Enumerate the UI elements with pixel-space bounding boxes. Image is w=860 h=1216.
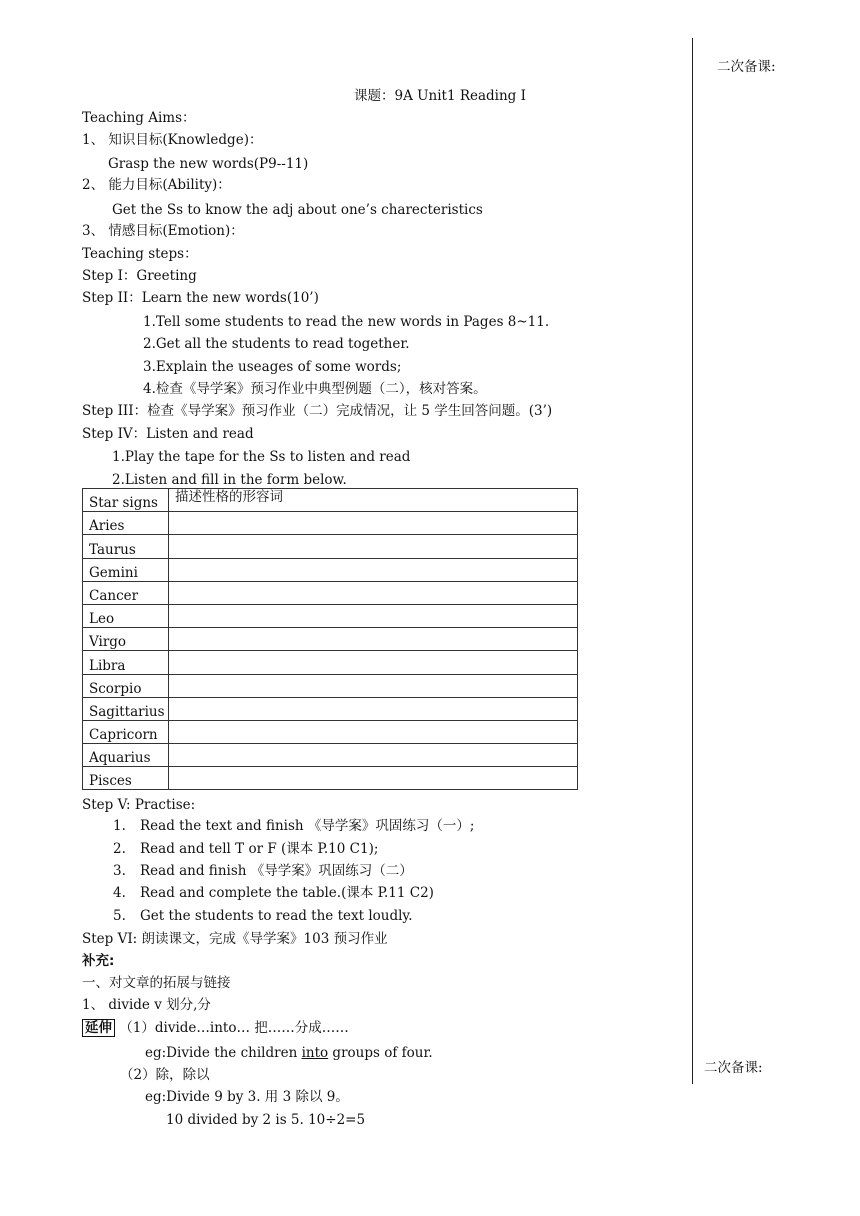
table-cell-blank <box>169 697 578 720</box>
table-cell-sign: Taurus <box>83 535 169 558</box>
table-cell-blank <box>169 604 578 627</box>
table-cell-sign: Leo <box>83 604 169 627</box>
table-header-row <box>83 489 578 512</box>
step-2-item: 3.Explain the useages of some words; <box>143 359 402 375</box>
table-row <box>83 767 578 790</box>
step-5-item-number: 2. <box>113 841 126 857</box>
table-cell-blank <box>169 651 578 674</box>
step-5-item-text: Read the text and finish 《导学案》巩固练习（一）; <box>140 818 475 834</box>
step-2-item: 4.检查《导学案》预习作业中典型例题（二），核对答案。 <box>143 381 487 397</box>
table-row <box>83 651 578 674</box>
step-2: Step II：Learn the new words(10’) <box>82 290 319 306</box>
table-cell-sign: Gemini <box>83 558 169 581</box>
table-cell-blank <box>169 628 578 651</box>
table-header-cell: Star signs <box>83 489 169 512</box>
example-1-pre: eg:Divide the children <box>145 1045 302 1061</box>
aim-1: 1、 知识目标(Knowledge)： <box>82 132 263 148</box>
aim-2-detail: Get the Ss to know the adj about one’s charecteristics <box>112 202 483 218</box>
page-title: 课题：9A Unit1 Reading I <box>354 88 526 104</box>
table-cell-blank <box>169 674 578 697</box>
table-cell-sign: Cancer <box>83 581 169 604</box>
table-row <box>83 558 578 581</box>
step-1: Step I：Greeting <box>82 268 197 284</box>
step-5: Step V: Practise: <box>82 797 196 813</box>
table-cell-sign: Sagittarius <box>83 697 169 720</box>
step-5-item-number: 3. <box>113 863 126 879</box>
table-cell-blank <box>169 744 578 767</box>
step-5-item-text: Read and complete the table.(课本 P.11 C2) <box>140 885 434 901</box>
table-cell-sign: Scorpio <box>83 674 169 697</box>
table-cell-blank <box>169 535 578 558</box>
table-row <box>83 674 578 697</box>
table-row <box>83 697 578 720</box>
side-note-bottom: 二次备课: <box>704 1060 763 1076</box>
table-cell-sign: Virgo <box>83 628 169 651</box>
step-5-item-number: 4. <box>113 885 126 901</box>
table-row <box>83 628 578 651</box>
step-3: Step III：检查《导学案》预习作业（二）完成情况，让 5 学生回答问题。(3’) <box>82 403 553 419</box>
table-cell-blank <box>169 558 578 581</box>
teaching-aims-heading: Teaching Aims： <box>82 110 196 126</box>
side-note-top: 二次备课: <box>717 59 776 75</box>
table-header-cell: 描述性格的形容词 <box>169 489 578 512</box>
step-4-item: 2.Listen and fill in the form below. <box>112 472 347 488</box>
table-cell-sign: Libra <box>83 651 169 674</box>
table-row <box>83 720 578 743</box>
step-2-item: 1.Tell some students to read the new words in Pages 8~11. <box>143 314 550 330</box>
example-3: 10 divided by 2 is 5. 10÷2=5 <box>166 1112 366 1128</box>
aim-1-detail: Grasp the new words(P9--11) <box>108 156 309 172</box>
step-5-item-text: Get the students to read the text loudly. <box>140 908 413 924</box>
aim-2: 2、 能力目标(Ability)： <box>82 177 231 193</box>
table-row <box>83 535 578 558</box>
table-cell-blank <box>169 581 578 604</box>
table-cell-sign: Pisces <box>83 767 169 790</box>
step-4: Step IV：Listen and read <box>82 426 254 442</box>
step-5-item-number: 1. <box>113 818 126 834</box>
example-1 <box>145 1044 433 1062</box>
usage-2: （2）除，除以 <box>120 1067 210 1083</box>
table-row <box>83 581 578 604</box>
table-cell-blank <box>169 720 578 743</box>
section-1-heading: 一、对文章的拓展与链接 <box>82 975 231 991</box>
table-cell-sign: Capricorn <box>83 720 169 743</box>
example-2: eg:Divide 9 by 3. 用 3 除以 9。 <box>145 1089 349 1105</box>
usage-1: （1）divide…into… 把……分成…… <box>119 1020 349 1036</box>
table-row <box>83 512 578 535</box>
table-row <box>83 744 578 767</box>
margin-divider-line <box>692 38 693 1084</box>
extend-label: 延伸 <box>82 1019 115 1037</box>
step-2-item: 2.Get all the students to read together. <box>143 336 410 352</box>
step-6: Step VI: 朗读课文，完成《导学案》103 预习作业 <box>82 931 388 947</box>
table-row <box>83 604 578 627</box>
table-cell-blank <box>169 512 578 535</box>
supplement-heading: 补充: <box>82 953 115 969</box>
example-1-post: groups of four. <box>328 1045 433 1061</box>
table-cell-blank <box>169 767 578 790</box>
star-signs-table <box>82 488 578 790</box>
table-cell-sign: Aquarius <box>83 744 169 767</box>
teaching-steps-heading: Teaching steps： <box>82 246 198 262</box>
aim-3: 3、 情感目标(Emotion)： <box>82 223 244 239</box>
step-4-item: 1.Play the tape for the Ss to listen and read <box>112 449 411 465</box>
table-cell-sign: Aries <box>83 512 169 535</box>
step-5-item-number: 5. <box>113 908 126 924</box>
word-1: 1、 divide v 划分,分 <box>82 997 211 1013</box>
extend-line <box>82 1019 349 1037</box>
example-1-underlined: into <box>301 1045 329 1061</box>
step-5-item-text: Read and finish 《导学案》巩固练习（二） <box>140 863 413 879</box>
step-5-item-text: Read and tell T or F (课本 P.10 C1); <box>140 841 379 857</box>
